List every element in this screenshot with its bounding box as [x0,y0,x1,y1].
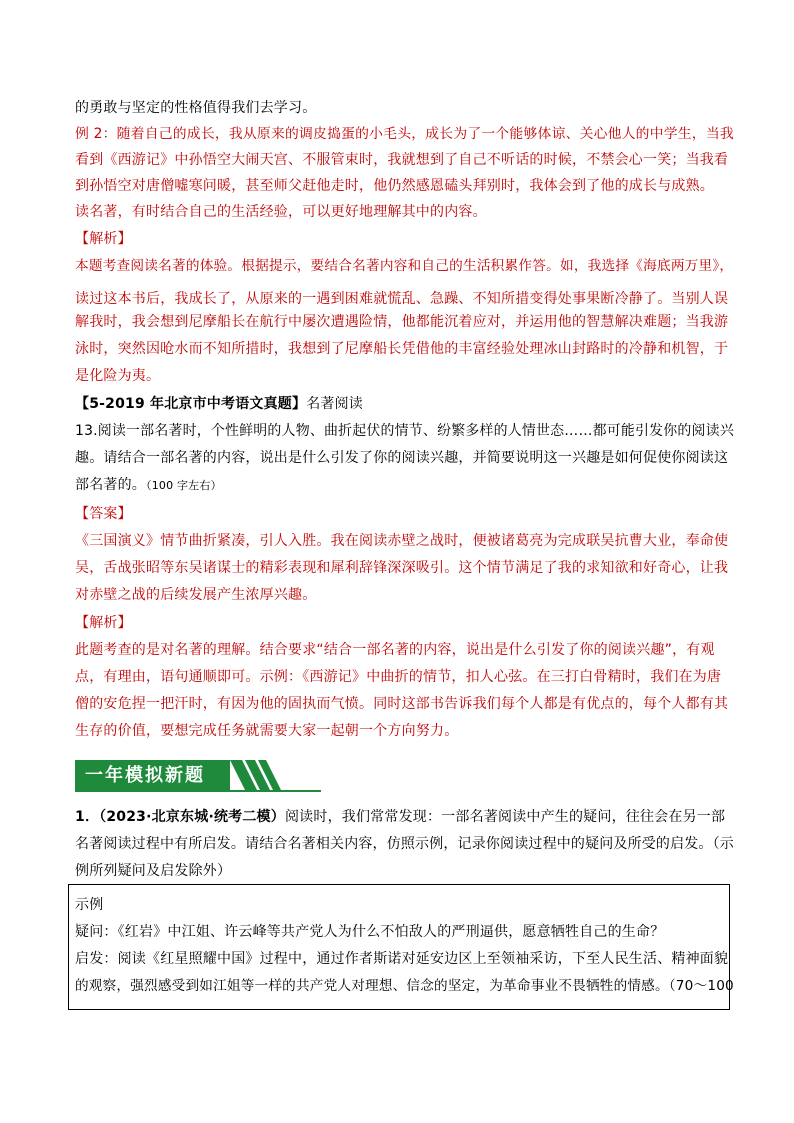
text-line: 例所列疑问及启发除外） [75,863,232,879]
question-source: （2023·北京东城·统考二模） [99,809,285,825]
answer-label: 【答案】 [75,506,132,522]
text-line: 趣。请结合一部名著的内容，说出是什么引发了你的阅读兴趣，并简要说明这一兴趣是如何促使你阅读这 [75,450,729,466]
analysis-label: 【解析】 [75,231,132,247]
text-line: 《三国演义》情节曲折紧凑，引人入胜。我在阅读赤壁之战时，便被诸葛亮为完成联吴抗曹大业，奉命使 [75,533,729,549]
text-line: 对赤壁之战的后续发展产生浓厚兴趣。 [75,587,317,603]
question-number: 1． [75,809,100,825]
text-line: 解我时，我会想到尼摩船长在航行中屡次遭遇险情，他都能沉着应对，并运用他的智慧解决难题；当我游 [75,314,729,330]
text-line [75,474,222,497]
analysis-label: 【解析】 [75,615,132,631]
example-title: 示例 [75,897,104,913]
text-line: 泳时，突然因呛水而不知所措时，我想到了尼摩船长凭借他的丰富经验处理冰山封路时的冷静和机智，于 [75,341,729,357]
text-line: 是化险为夷。 [75,368,161,384]
text-line: 13.阅读一部名著时，个性鲜明的人物、曲折起伏的情节、纷繁多样的人情世态……都可能引发你的阅读兴 [75,423,734,439]
text-line: 看到《西游记》中孙悟空大闹天宫、不服管束时，我就想到了自己不听话的时候，不禁会心一笑；当我看 [75,152,729,168]
text-line: 生存的价值，要想完成任务就需要大家一起朝一个方向努力。 [75,723,459,739]
text-segment: 部名著的。 [75,477,146,493]
question-topic: 名著阅读 [306,396,364,412]
text-line: 僧的安危捏一把汗时，有因为他的固执而气愤。同时这部书告诉我们每个人都是有优点的，每个人都有其 [75,696,729,712]
question-source: 【5-2019 年北京市中考语文真题】 [75,396,307,412]
text-line: 的勇敢与坚定的性格值得我们去学习。 [75,100,317,116]
example-answer-line: 启发：阅读《红星照耀中国》过程中，通过作者斯诺对延安边区上至领袖采访，下至人民生活、精神面貌 [75,951,729,967]
text-line: 读过这本书后，我成长了，从原来的一遇到困难就慌乱、急躁、不知所措变得处事果断冷静了。当别人误 [75,291,729,307]
text-segment: 阅读时，我们常常发现：一部名著阅读中产生的疑问，往往会在另一部 [284,809,726,825]
example-question: 疑问：《红岩》中江姐、许云峰等共产党人为什么不怕敌人的严刑逼供，愿意牺牲自己的生命？ [75,924,665,940]
text-line: 到孙悟空对唐僧嘘寒问暖，甚至师父赶他走时，他仍然感恩磕头拜别时，我体会到了他的成长与成熟。 [75,178,714,194]
text-line: 此题考查的是对名著的理解。结合要求“结合一部名著的内容，说出是什么引发了你的阅读兴趣”，有观 [75,642,715,658]
example-answer-line: 的观察，强烈感受到如江姐等一样的共产党人对理想、信念的坚定，为革命事业不畏牺牲的情感。（70～100 [75,978,734,994]
section-banner [75,760,321,792]
banner-underline [75,790,321,792]
text-line: 读名著，有时结合自己的生活经验，可以更好地理解其中的内容。 [75,204,487,220]
text-line: 本题考查阅读名著的体验。根据提示，要结合名著内容和自己的生活积累作答。如，我选择《海底两万里》， [75,258,734,274]
text-line: 吴，舌战张昭等东吴诸谋士的精彩表现和犀利辞锋深深吸引。这个情节满足了我的求知欲和好奇心，让我 [75,560,729,576]
text-line: 名著阅读过程中有所启发。请结合名著相关内容，仿照示例，记录你阅读过程中的疑问及所受的启发。（示 [75,836,734,852]
word-count-note: （100 字左右） [146,479,222,492]
question-header [75,393,363,415]
text-line: 点，有理由，语句通顺即可。示例：《西游记》中曲折的情节，扣人心弦。在三打白骨精时，我们在为唐 [75,669,722,685]
section-title: 一年模拟新题 [85,765,205,786]
text-line: 例 2：随着自己的成长，我从原来的调皮捣蛋的小毛头，成长为了一个能够体谅、关心他人的中学生，当我 [75,126,734,142]
question-line [75,806,725,828]
